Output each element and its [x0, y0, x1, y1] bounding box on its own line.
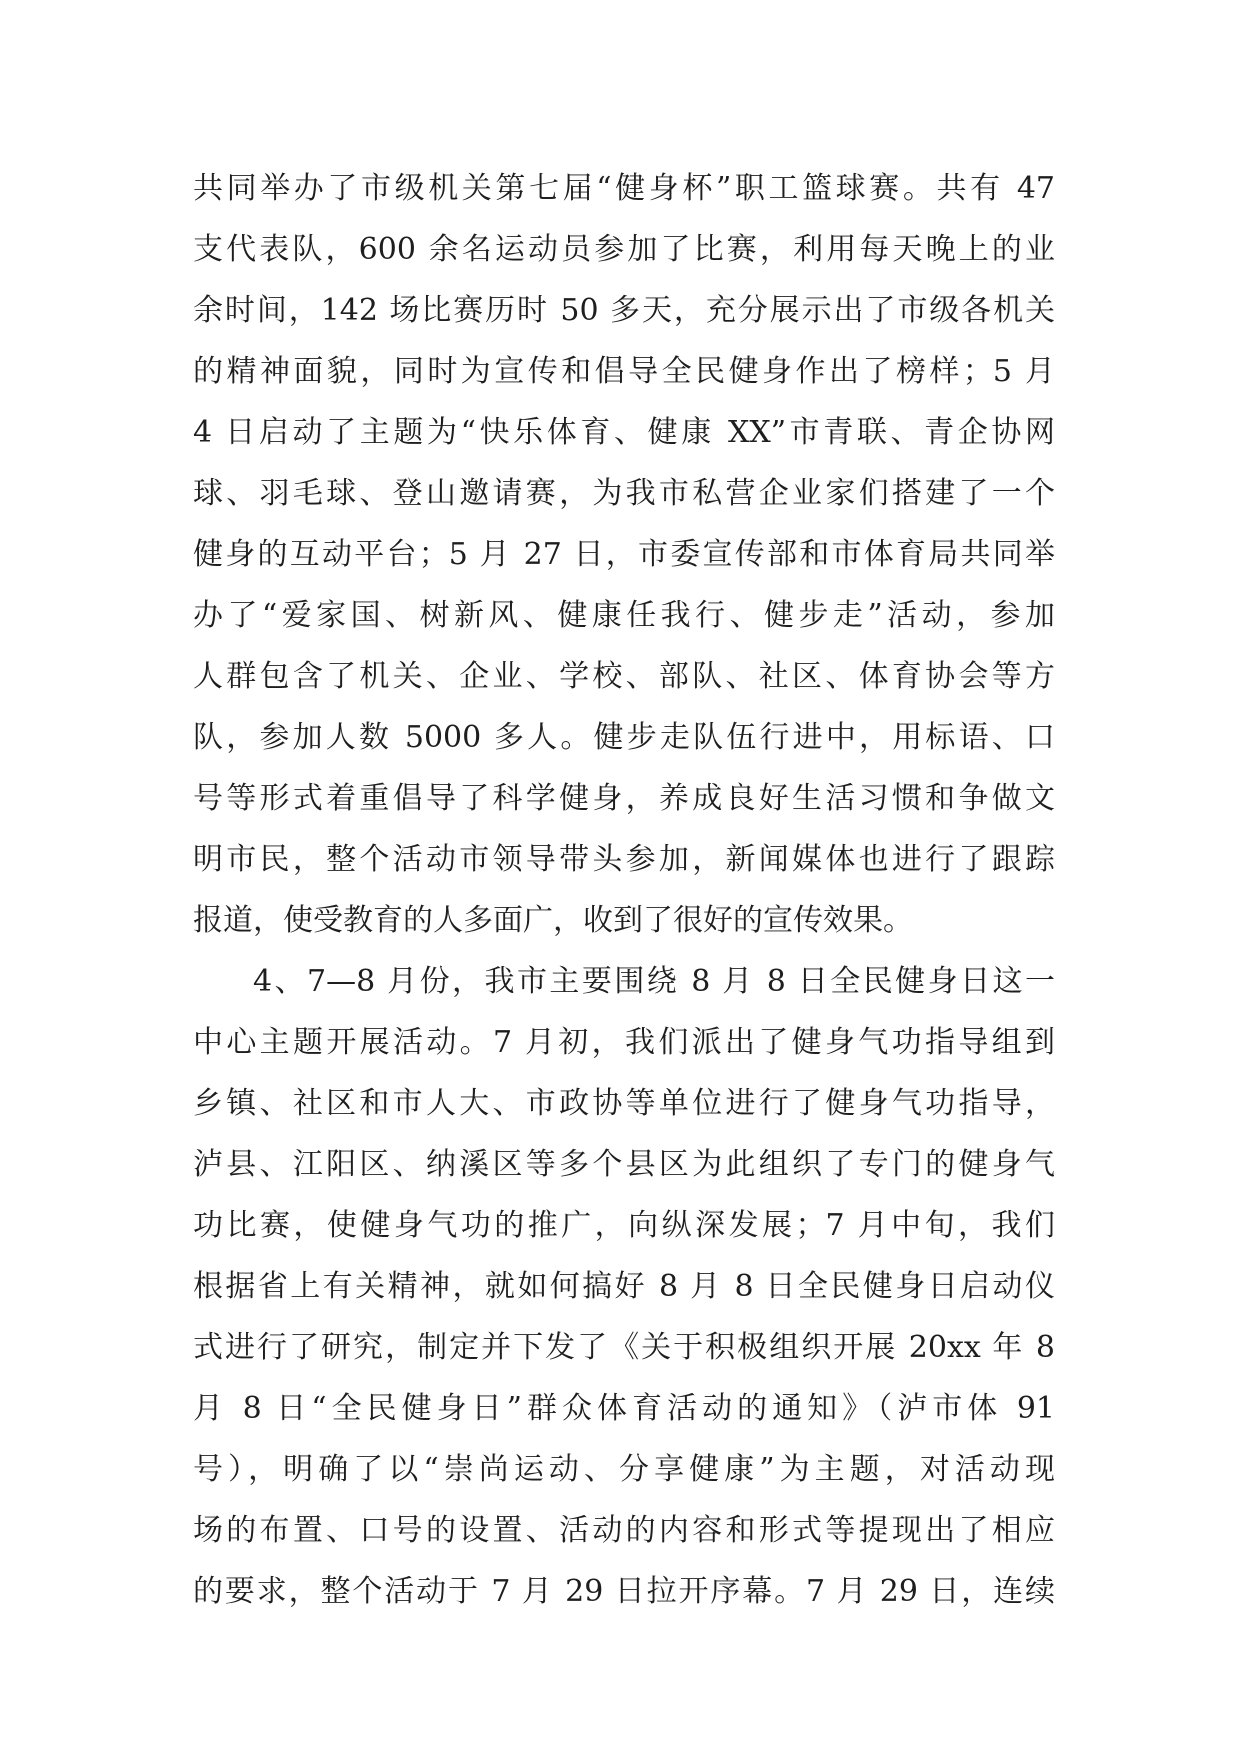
text-line: 办了“爱家国、树新风、健康任我行、健步走”活动，参加 [193, 598, 1055, 633]
text-line: 功比赛，使健身气功的推广，向纵深发展；7 月中旬，我们 [193, 1208, 1055, 1243]
text-line: 泸县、江阳区、纳溪区等多个县区为此组织了专门的健身气 [193, 1147, 1055, 1182]
text-line: 号），明确了以“崇尚运动、分享健康”为主题，对活动现 [193, 1452, 1055, 1487]
text-line: 队，参加人数 5000 多人。健步走队伍行进中，用标语、口 [193, 720, 1055, 755]
text-line: 共同举办了市级机关第七届“健身杯”职工篮球赛。共有 47 [193, 171, 1055, 206]
text-line: 场的布置、口号的设置、活动的内容和形式等提现出了相应 [193, 1513, 1055, 1548]
text-line: 人群包含了机关、企业、学校、部队、社区、体育协会等方 [193, 659, 1055, 694]
text-line: 支代表队，600 余名运动员参加了比赛，利用每天晚上的业 [193, 232, 1055, 267]
text-line: 月 8 日“全民健身日”群众体育活动的通知》（泸市体 91 [193, 1391, 1055, 1426]
paragraph-end-line: 报道，使受教育的人多面广，收到了很好的宣传效果。 [193, 903, 913, 938]
text-line: 的精神面貌，同时为宣传和倡导全民健身作出了榜样；5 月 [193, 354, 1055, 389]
text-line: 中心主题开展活动。7 月初，我们派出了健身气功指导组到 [193, 1025, 1055, 1060]
body-text [193, 158, 1055, 1622]
text-line: 根据省上有关精神，就如何搞好 8 月 8 日全民健身日启动仪 [193, 1269, 1055, 1304]
text-line: 的要求，整个活动于 7 月 29 日拉开序幕。7 月 29 日，连续 [193, 1574, 1055, 1609]
text-line: 余时间，142 场比赛历时 50 多天，充分展示出了市级各机关 [193, 293, 1055, 328]
text-line: 乡镇、社区和市人大、市政协等单位进行了健身气功指导， [193, 1086, 1055, 1121]
paragraph-start-line: 4、7—8 月份，我市主要围绕 8 月 8 日全民健身日这一 [253, 964, 1055, 999]
text-line: 健身的互动平台；5 月 27 日，市委宣传部和市体育局共同举 [193, 537, 1055, 572]
text-line: 4 日启动了主题为“快乐体育、健康 XX”市青联、青企协网 [193, 415, 1055, 450]
text-line: 式进行了研究，制定并下发了《关于积极组织开展 20xx 年 8 [193, 1330, 1055, 1365]
text-line: 球、羽毛球、登山邀请赛，为我市私营企业家们搭建了一个 [193, 476, 1055, 511]
text-line: 明市民，整个活动市领导带头参加，新闻媒体也进行了跟踪 [193, 842, 1055, 877]
text-line: 号等形式着重倡导了科学健身，养成良好生活习惯和争做文 [193, 781, 1055, 816]
